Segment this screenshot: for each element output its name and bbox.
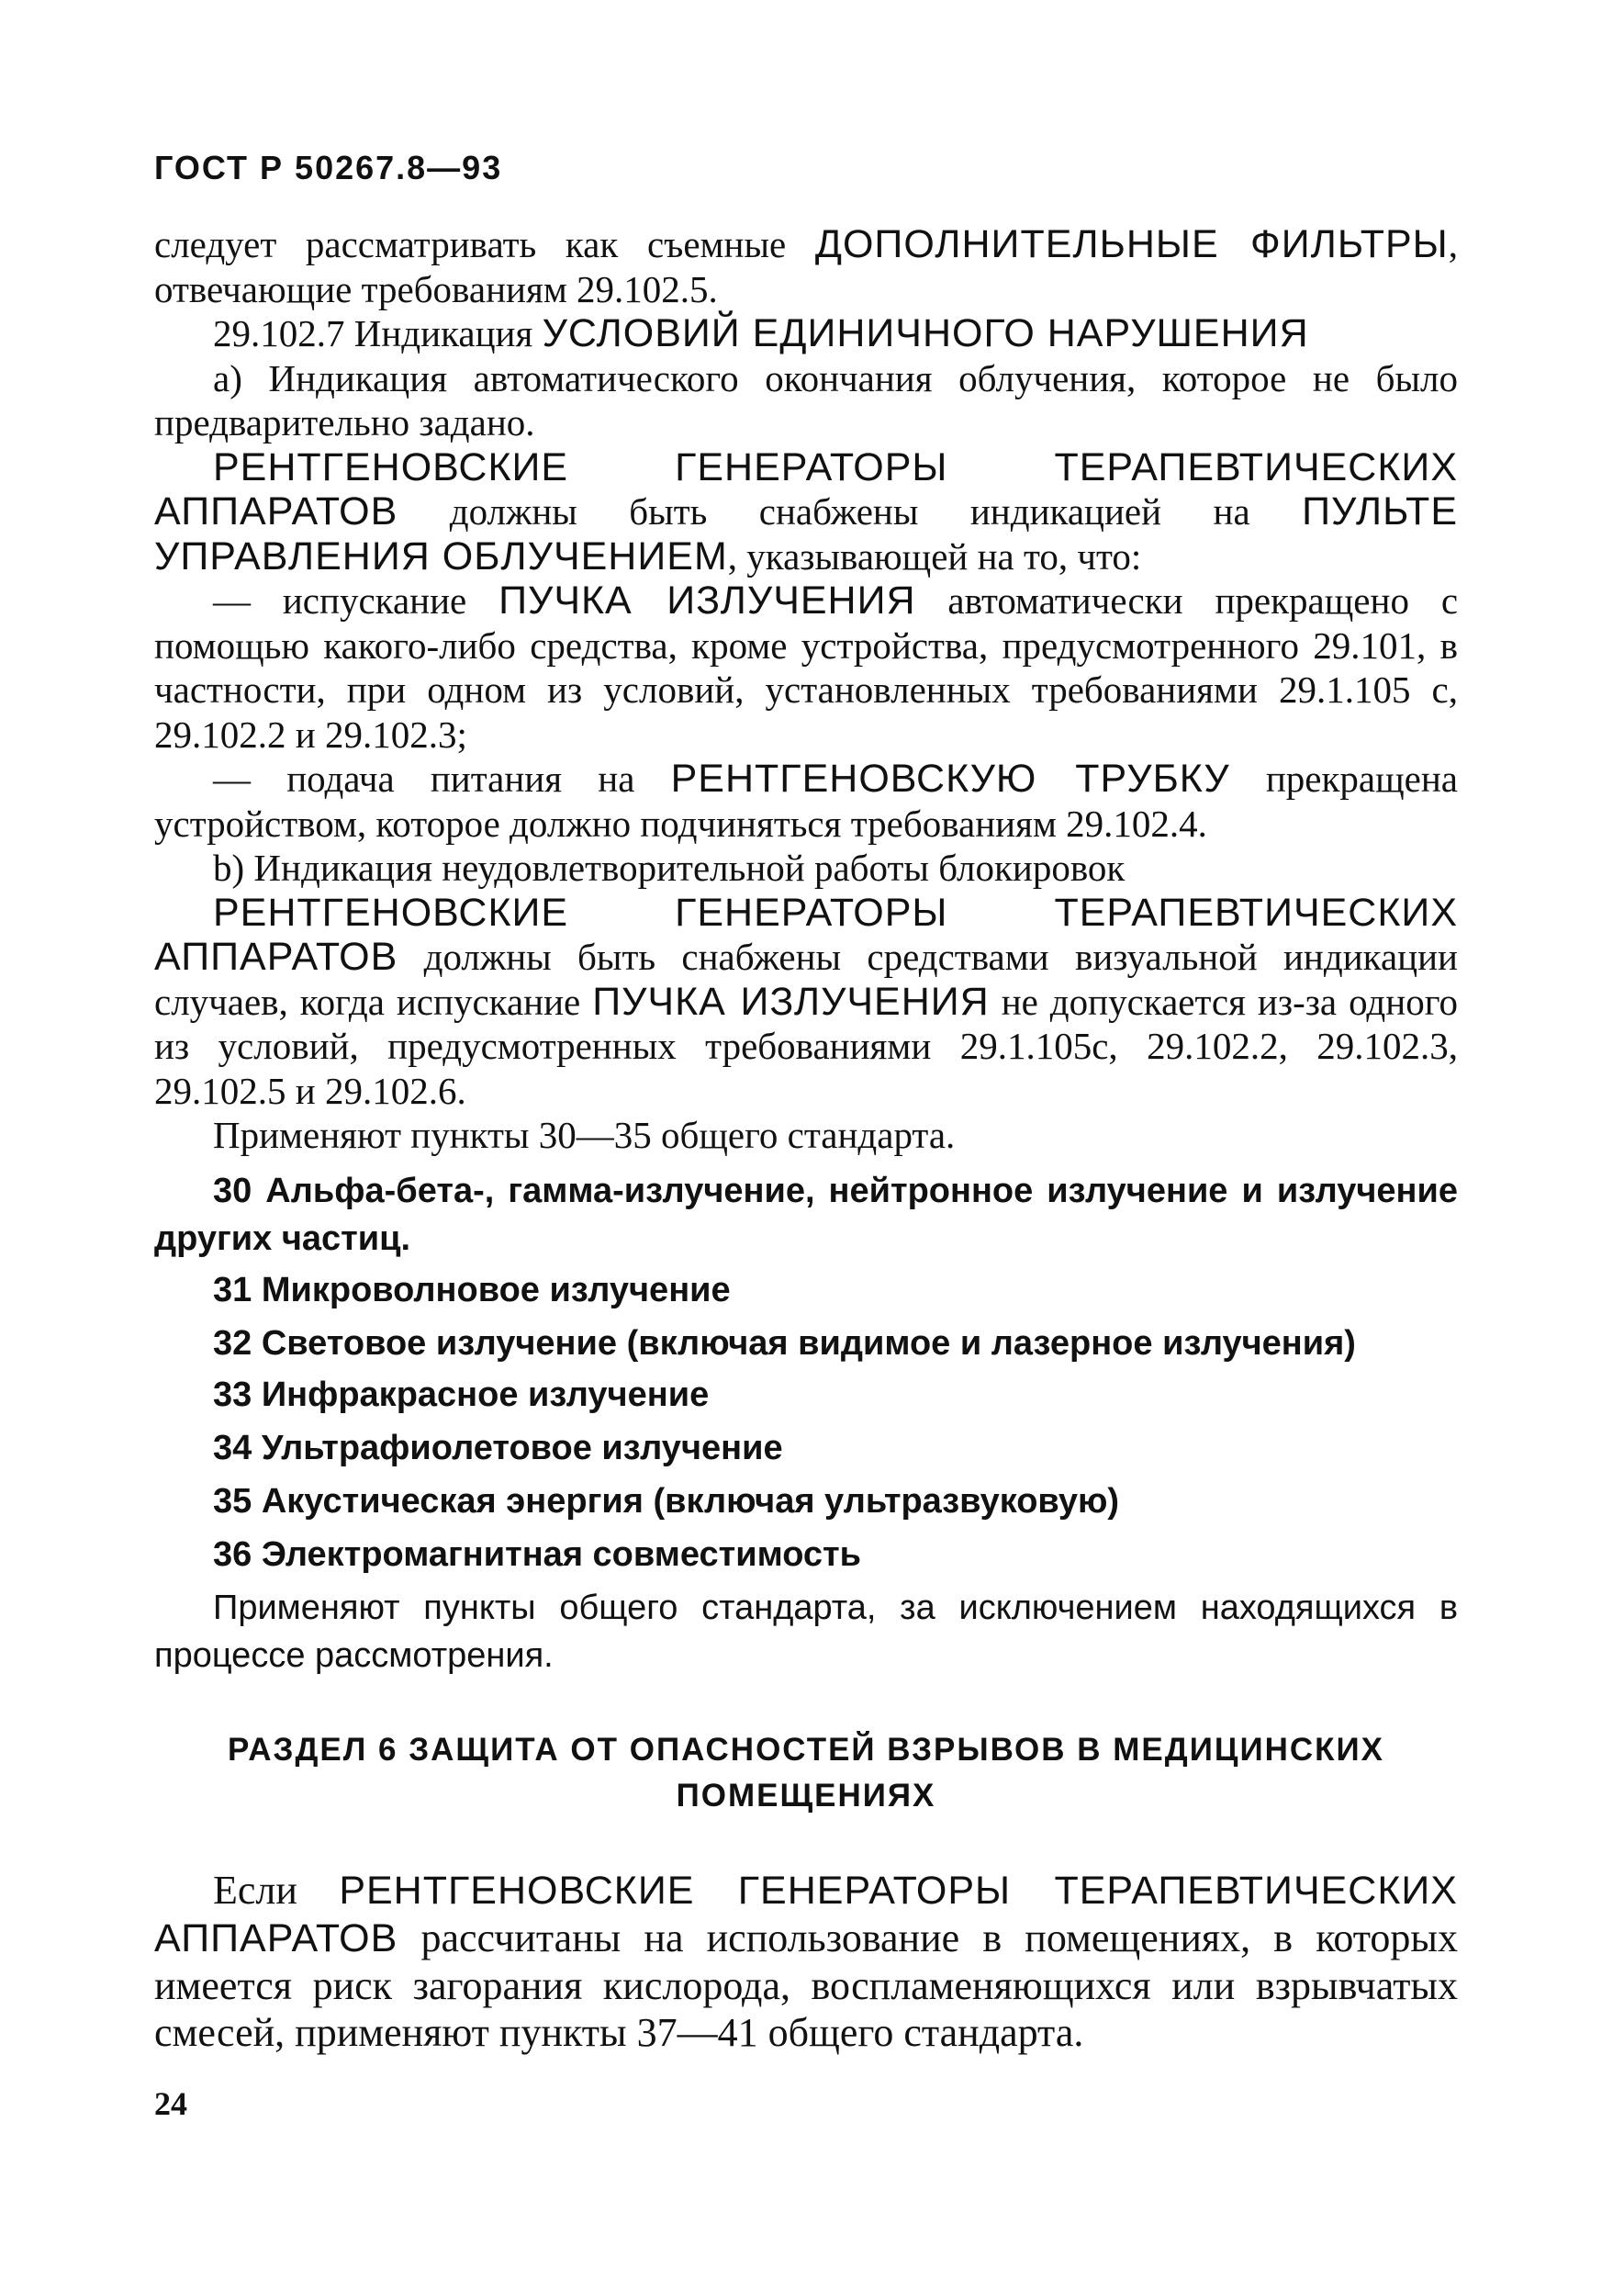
paragraph-filters: [154, 222, 1458, 311]
text-run: рассчитаны на использование в помещениях, в которых имеется риск загорания кислорода, воспламеняющихся или взрывчатых смесей, применяют пункты 37—41 общего стандарта.: [154, 1915, 1458, 2055]
section-title: РАЗДЕЛ 6 ЗАЩИТА ОТ ОПАСНОСТЕЙ ВЗРЫВОВ В МЕДИЦИНСКИХ ПОМЕЩЕНИЯХ: [227, 1731, 1385, 1814]
list-item: 33 Инфракрасное излучение: [213, 1375, 710, 1414]
defined-term: РЕНТГЕНОВСКИЕ ГЕНЕРАТОРЫ ТЕРАПЕВТИЧЕСКИХ АППАРАТОВ: [154, 890, 1458, 979]
document-code-header: ГОСТ Р 50267.8—93: [154, 149, 503, 186]
text-run: , отвечающие требованиям 29.102.5.: [154, 223, 1458, 310]
defined-term: РЕНТГЕНОВСКИЕ ГЕНЕРАТОРЫ ТЕРАПЕВТИЧЕСКИХ АППАРАТОВ: [154, 1868, 1458, 1960]
paragraph-apply-30-35: Применяют пункты 30—35 общего стандарта.: [213, 1114, 956, 1156]
text-run: автоматически прекращено с помощью какого-либо средства, кроме устройства, предусмотренного 29.101, в частности, при одном из условий, установленных требованиями 29.1.105 с, 29.102.2 и 29.102.3;: [154, 579, 1459, 756]
document-page: [154, 138, 1458, 2056]
list-item: 36 Электромагнитная совместимость: [213, 1534, 862, 1574]
list-item: 32 Световое излучение (включая видимое и лазерное излучения): [213, 1323, 1356, 1363]
text-run: должны быть снабжены индикацией на: [398, 490, 1303, 533]
paragraph-visual-indication: [154, 891, 1458, 1114]
paragraph-explosion-protection: [154, 1867, 1458, 2056]
list-item: 30 Альфа-бета-, гамма-излучение, нейтронное излучение и излучение других частиц.: [154, 1171, 1458, 1258]
dash-item-beam: [154, 578, 1458, 757]
defined-term: ПУЧКА ИЗЛУЧЕНИЯ: [592, 979, 990, 1024]
list-item: 31 Микроволновое излучение: [213, 1270, 731, 1309]
text-run: следует рассматривать как съемные: [154, 223, 815, 265]
text-run: прекращена устройством, которое должно подчиняться требованиям 29.102.4.: [154, 758, 1458, 845]
text-run: 29.102.7 Индикация: [213, 312, 543, 354]
defined-term: ПУЧКА ИЗЛУЧЕНИЯ: [498, 578, 916, 623]
defined-term: РЕНТГЕНОВСКУЮ ТРУБКУ: [670, 757, 1230, 801]
text-run: должны быть снабжены средствами визуальной индикации случаев, когда испускание: [154, 936, 1458, 1023]
text-run: не допускается из-за одного из условий, предусмотренных требованиями 29.1.105с, 29.102.2, 29.102.3, 29.102.5 и 29.102.6.: [154, 980, 1458, 1112]
list-item: 35 Акустическая энергия (включая ультразвуковую): [213, 1481, 1120, 1521]
text-run: — подача питания на: [213, 758, 671, 800]
dash-item-tube: [154, 757, 1458, 846]
defined-term: РЕНТГЕНОВСКИЕ ГЕНЕРАТОРЫ ТЕРАПЕВТИЧЕСКИХ АППАРАТОВ: [154, 444, 1458, 533]
defined-term: ПУЛЬТЕ УПРАВЛЕНИЯ ОБЛУЧЕНИЕМ: [154, 489, 1458, 578]
paragraph-indication-requirement: [154, 445, 1458, 579]
clause-29-102-7-heading: [154, 311, 1458, 356]
page-number: 24: [154, 2085, 187, 2122]
text-run: Если: [213, 1867, 340, 1913]
defined-term: ДОПОЛНИТЕЛЬНЫЕ ФИЛЬТРЫ: [814, 222, 1449, 266]
subclause-b: b) Индикация неудовлетворительной работы блокировок: [213, 847, 1126, 889]
list-item: 34 Ультрафиолетовое излучение: [213, 1428, 783, 1467]
subclause-a: а) Индикация автоматического окончания облучения, которое не было предварительно задано.: [154, 356, 1458, 444]
defined-term: УСЛОВИЙ ЕДИНИЧНОГО НАРУШЕНИЯ: [542, 311, 1309, 355]
text-run: — испускание: [213, 579, 499, 622]
paragraph-apply-except: Применяют пункты общего стандарта, за исключением находящихся в процессе рассмотрения.: [154, 1588, 1458, 1675]
text-run: , указывающей на то, что:: [727, 534, 1142, 578]
